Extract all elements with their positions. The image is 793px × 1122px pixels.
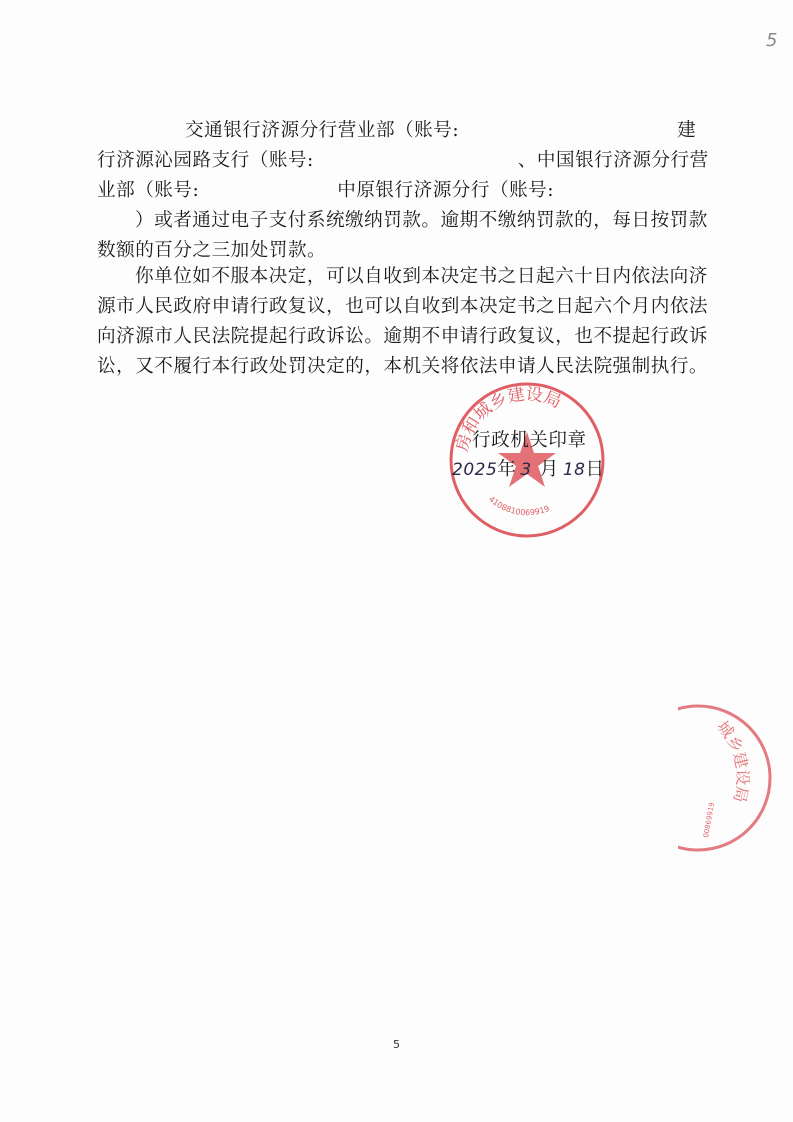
payment-line-2: 行济源沁园路支行（账号: 、中国银行济源分行营	[97, 150, 709, 171]
page-number: 5	[393, 1038, 400, 1051]
appeal-paragraph	[97, 262, 709, 382]
date-day: 18	[562, 460, 586, 480]
seal-text: 房和城乡建设局	[452, 384, 564, 454]
appeal-line-4: 讼，又不履行本行政处罚决定的，本机关将依法申请人民法院强制执行。	[97, 356, 709, 377]
payment-line-4: ）或者通过电子支付系统缴纳罚款。逾期不缴纳罚款的，每日按罚款	[135, 210, 708, 231]
payment-line-5: 数额的百分之三加处罚款。	[97, 240, 327, 261]
redacted-account	[314, 152, 518, 170]
redacted-account	[459, 122, 677, 140]
appeal-line-1: 你单位如不服本决定，可以自收到本决定书之日起六十日内依法向济	[135, 266, 708, 287]
stamp-label: 行政机关印章	[472, 430, 587, 451]
cross-seal-text: 城乡建设局	[712, 717, 753, 805]
cross-seal-number: 00869919	[702, 801, 717, 839]
appeal-line-2: 源市人民政府申请行政复议，也可以自收到本决定书之日起六个月内依法	[97, 296, 709, 317]
payment-paragraph	[97, 116, 709, 266]
appeal-line-3: 向济源市人民法院提起行政诉讼。逾期不申请行政复议，也不提起行政诉	[97, 326, 709, 347]
svg-text:城乡建设局	[713, 717, 752, 804]
date-year: 2025	[452, 460, 498, 480]
date-line: 2025年 3 月 18日	[452, 459, 605, 480]
svg-text:4108810069919	[487, 494, 551, 517]
seal-number: 4108810069919	[486, 494, 551, 518]
payment-line-1: 交通银行济源分行营业部（账号: 建	[185, 120, 697, 141]
date-month: 3	[520, 460, 532, 480]
handwritten-page-number: 5	[766, 30, 778, 51]
payment-line-3: 业部（账号: 中原银行济源分行（账号:	[97, 180, 555, 201]
cross-page-seal	[678, 702, 778, 852]
redacted-account	[199, 182, 337, 200]
